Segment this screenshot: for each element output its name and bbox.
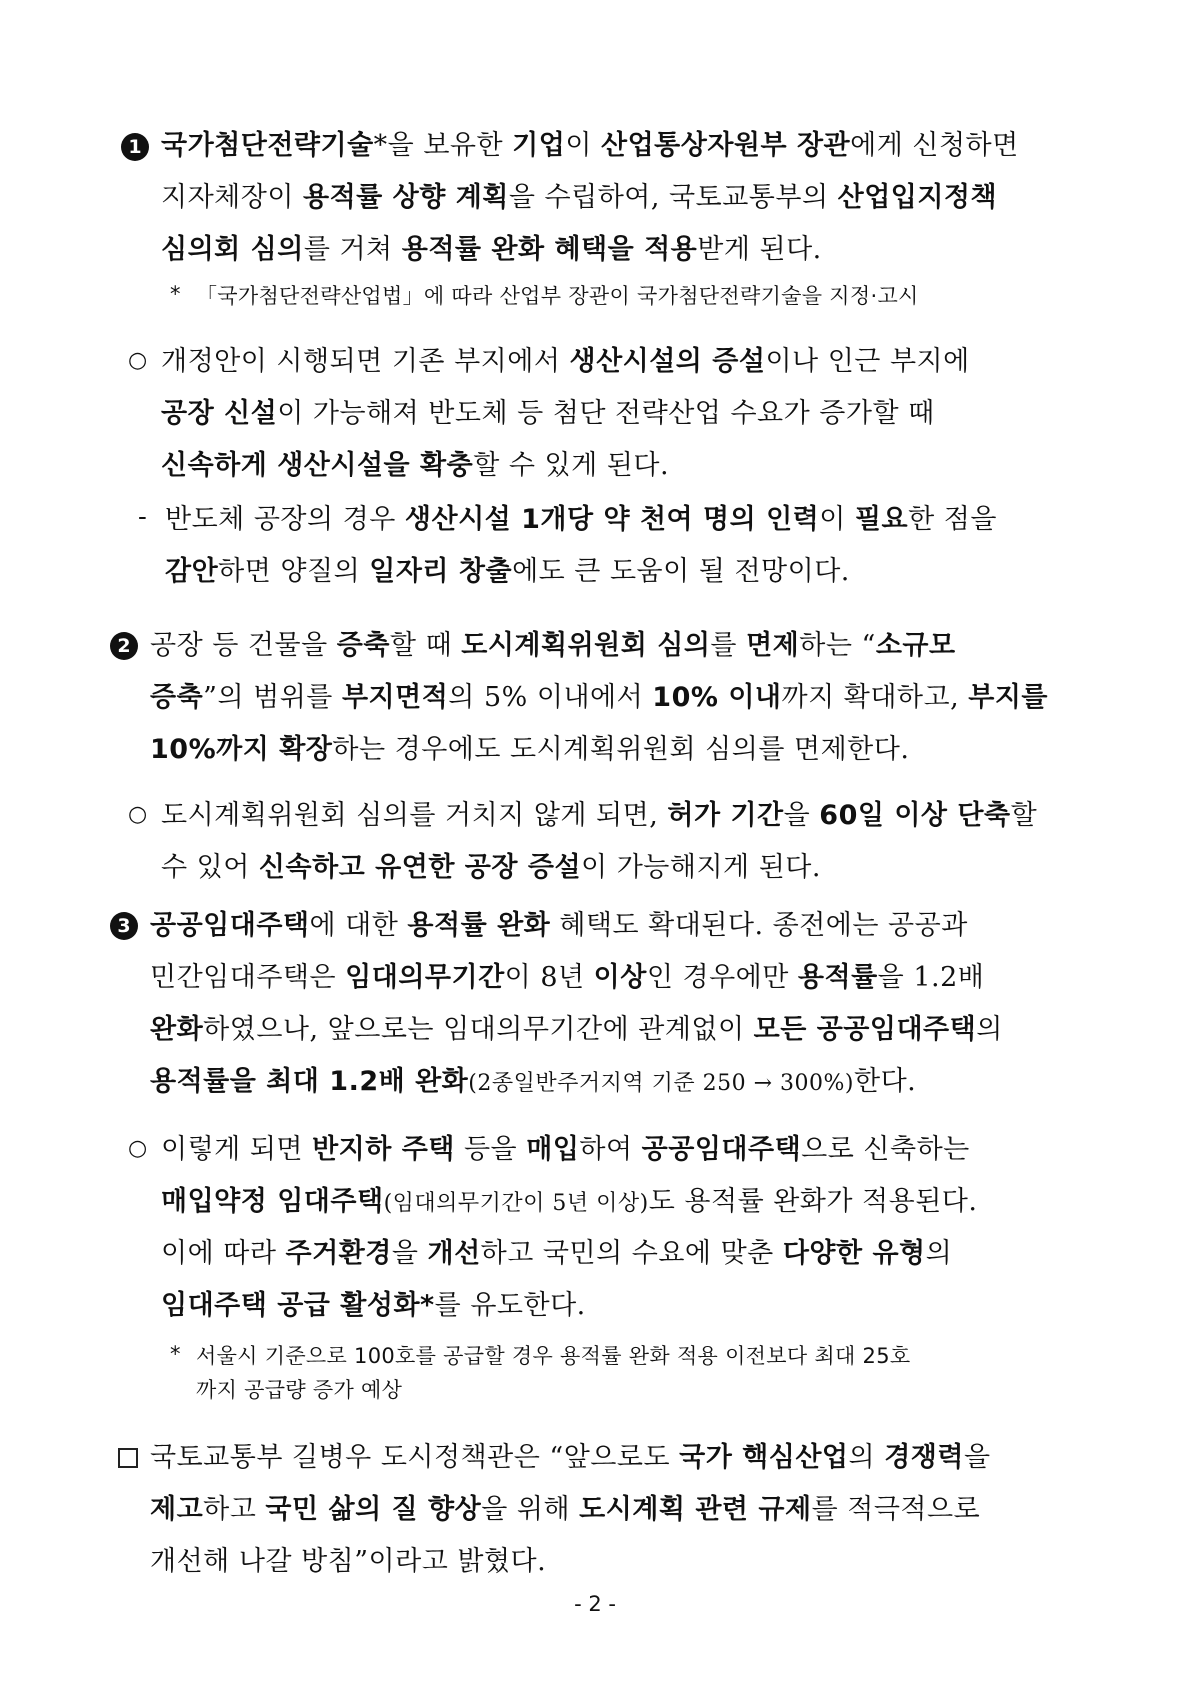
text: 지자체장이 <box>161 182 303 213</box>
bold-text: 모든 공공임대주택 <box>753 1014 977 1045</box>
text: 이 <box>565 130 601 161</box>
s4-line-3 <box>150 1544 546 1580</box>
text: 의 <box>925 1238 953 1269</box>
text: 할 수 있게 된다. <box>473 450 670 481</box>
bold-text: 60일 이상 단축 <box>819 800 1011 831</box>
bold-text: 국가 핵심산업 <box>679 1442 849 1473</box>
text: 수 있어 <box>161 852 259 883</box>
bold-text: 산업통상자원부 장관 <box>601 130 851 161</box>
bold-text: 소규모 <box>875 630 956 661</box>
bold-text: 용적률 상향 계획 <box>303 182 509 213</box>
s3a-marker: ○ <box>128 1136 148 1161</box>
text: 이 <box>819 504 855 535</box>
s3a-footnote-marker: * <box>170 1342 181 1366</box>
s1a-line-1 <box>161 344 970 380</box>
bold-text: 매입약정 임대주택 <box>161 1186 384 1217</box>
bold-text: 임대의무기간 <box>345 962 505 993</box>
text: 의 5% 이내에서 <box>448 682 653 713</box>
s2a-line-2 <box>161 850 821 886</box>
bold-text: 제고 <box>150 1494 204 1525</box>
bold-text: 임대주택 공급 활성화* <box>161 1290 435 1321</box>
text: 를 유도한다. <box>434 1290 586 1321</box>
s1b-line-2 <box>165 554 850 590</box>
text: 에 대한 <box>309 910 408 941</box>
page-number: - 2 - <box>574 1592 616 1616</box>
bold-text: 다양한 유형 <box>782 1238 926 1269</box>
bold-text: 용적률 <box>797 962 878 993</box>
text: 이에 따라 <box>161 1238 286 1269</box>
text: 받게 된다. <box>697 234 822 265</box>
text: 을 수립하여, 국토교통부의 <box>508 182 838 213</box>
text: 공장 등 건물을 <box>150 630 337 661</box>
bold-text: 10% 이내 <box>652 682 782 713</box>
text: 를 적극적으로 <box>811 1494 981 1525</box>
s2a-line-1 <box>161 798 1037 834</box>
text: 이 가능해져 반도체 등 첨단 전략산업 수요가 증가할 때 <box>277 398 935 429</box>
text: 하고 <box>203 1494 266 1525</box>
text: ”의 범위를 <box>203 682 342 713</box>
text: 할 <box>1010 800 1038 831</box>
text: 을 <box>783 800 820 831</box>
text: 에도 큰 도움이 될 전망이다. <box>512 556 850 587</box>
s1-line-3 <box>161 232 822 268</box>
s3a-footnote-line-2: 까지 공급량 증가 예상 <box>196 1378 403 1402</box>
s2-line-3 <box>150 732 909 768</box>
bold-text: 매입 <box>526 1134 580 1165</box>
number-1-marker: 1 <box>121 133 149 161</box>
text: 하고 국민의 수요에 맞춘 <box>480 1238 783 1269</box>
bold-text: 신속하게 생산시설을 확충 <box>161 450 474 481</box>
s2-line-1 <box>150 628 956 664</box>
number-3-marker: 3 <box>110 912 138 940</box>
text: 혜택도 확대된다. 종전에는 공공과 <box>550 910 968 941</box>
text: 이 가능해지게 된다. <box>581 852 821 883</box>
s1a-line-2 <box>161 396 935 432</box>
bold-text: 국가첨단전략기술 <box>161 130 374 161</box>
bold-text: 부지를 <box>968 682 1048 713</box>
bold-text: 용적률 완화 혜택을 적용 <box>401 234 698 265</box>
s4-line-2 <box>150 1492 980 1528</box>
bold-text: 10%까지 확장 <box>150 734 333 765</box>
s4-line-1 <box>150 1440 991 1476</box>
text: 을 보유한 <box>387 130 513 161</box>
text: 을 <box>963 1442 991 1473</box>
s3-line-2 <box>150 960 984 996</box>
bold-text: 생산시설 1개당 약 천여 명의 인력 <box>404 504 820 535</box>
bold-text: 국민 삶의 질 향상 <box>265 1494 482 1525</box>
text: * <box>373 130 388 161</box>
text: 의 <box>848 1442 885 1473</box>
bold-text: 공공임대주택 <box>150 910 310 941</box>
text: 이렇게 되면 <box>161 1134 313 1165</box>
bold-text: 기업 <box>512 130 566 161</box>
text: 개정안이 시행되면 기존 부지에서 <box>161 346 570 377</box>
number-2-marker: 2 <box>110 632 138 660</box>
text: 한 점을 <box>908 504 997 535</box>
text: 이 8년 <box>504 962 594 993</box>
s1b-line-1 <box>165 502 997 538</box>
text: 하여 <box>579 1134 642 1165</box>
s3a-line-1 <box>161 1132 970 1168</box>
bold-text: 도시계획 관련 규제 <box>579 1494 812 1525</box>
s1a-line-3 <box>161 448 669 484</box>
bold-text: 신속하고 유연한 공장 증설 <box>258 852 582 883</box>
text: 도시계획위원회 심의를 거치지 않게 되면, <box>161 800 668 831</box>
bold-text: 면제 <box>746 630 800 661</box>
text: 의 <box>976 1014 1003 1045</box>
text: 을 <box>391 1238 428 1269</box>
bold-text: 이상 <box>593 962 647 993</box>
bold-text: 부지면적 <box>341 682 449 713</box>
bold-text: 일자리 창출 <box>369 556 513 587</box>
text: 할 때 <box>389 630 462 661</box>
text: 까지 확대하고, <box>781 682 969 713</box>
text: 도 용적률 완화가 적용된다. <box>648 1186 978 1217</box>
text: 민간임대주택은 <box>150 962 346 993</box>
text: 반도체 공장의 경우 <box>165 504 405 535</box>
s3a-footnote-line-1: 서울시 기준으로 100호를 공급할 경우 용적률 완화 적용 이전보다 최대 25호 <box>196 1344 911 1368</box>
bold-text: 증축 <box>150 682 204 713</box>
bold-text: 증축 <box>336 630 390 661</box>
bold-text: 공공임대주택 <box>641 1134 802 1165</box>
text: 국토교통부 길병우 도시정책관은 “앞으로도 <box>150 1442 680 1473</box>
bold-text: 도시계획위원회 심의 <box>461 630 711 661</box>
bold-text: 감안 <box>165 556 219 587</box>
s1b-marker: - <box>138 502 147 532</box>
box-marker <box>118 1448 138 1468</box>
s3a-line-2 <box>161 1184 977 1222</box>
text: 개선해 나갈 방침”이라고 밝혔다. <box>150 1546 547 1577</box>
bold-text: 개선 <box>427 1238 481 1269</box>
bold-text: 주거환경 <box>285 1238 392 1269</box>
s3a-line-4 <box>161 1288 586 1324</box>
text: 를 거쳐 <box>303 234 402 265</box>
text: 을 위해 <box>481 1494 580 1525</box>
s1-footnote-marker: * <box>170 282 181 306</box>
s2-line-2 <box>150 680 1048 716</box>
text: 인 경우에만 <box>646 962 798 993</box>
bold-text: 경쟁력 <box>884 1442 964 1473</box>
s1-footnote: 「국가첨단전략산업법」에 따라 산업부 장관이 국가첨단전략기술을 지정·고시 <box>196 284 919 308</box>
s3-line-3 <box>150 1012 1003 1048</box>
bold-text: 용적률 완화 <box>407 910 551 941</box>
bold-text: 공장 신설 <box>161 398 278 429</box>
bold-text: 반지하 주택 <box>312 1134 455 1165</box>
bold-text: 산업입지정책 <box>837 182 998 213</box>
bold-text: 허가 기간 <box>667 800 784 831</box>
s1a-marker: ○ <box>128 348 148 373</box>
s3-line-1 <box>150 908 968 944</box>
bold-text: 용적률을 최대 1.2배 완화 <box>150 1066 469 1097</box>
bold-text: 필요 <box>854 504 909 535</box>
text: 에게 신청하면 <box>850 130 1019 161</box>
text: 등을 <box>454 1134 527 1165</box>
text: 하는 경우에도 도시계획위원회 심의를 면제한다. <box>332 734 910 765</box>
bold-text: 심의회 심의 <box>161 234 304 265</box>
parenthetical-text: (2종일반주거지역 기준 250 → 300%) <box>468 1071 855 1096</box>
text: 하였으나, 앞으로는 임대의무기간에 관계없이 <box>203 1014 754 1045</box>
s3a-line-3 <box>161 1236 952 1272</box>
text: 을 1.2배 <box>877 962 985 993</box>
text: 한다. <box>854 1066 917 1097</box>
text: 이나 인근 부지에 <box>765 346 970 377</box>
s2a-marker: ○ <box>128 802 148 827</box>
s1-line-1 <box>161 128 1019 164</box>
bold-text: 완화 <box>150 1014 204 1045</box>
s1-line-2 <box>161 180 997 216</box>
text: 하는 “ <box>799 630 876 661</box>
parenthetical-text: (임대의무기간이 5년 이상) <box>383 1191 649 1216</box>
text: 으로 신축하는 <box>801 1134 970 1165</box>
bold-text: 생산시설의 증설 <box>569 346 766 377</box>
text: 하면 양질의 <box>218 556 370 587</box>
s3-line-4 <box>150 1064 916 1102</box>
text: 를 <box>710 630 747 661</box>
